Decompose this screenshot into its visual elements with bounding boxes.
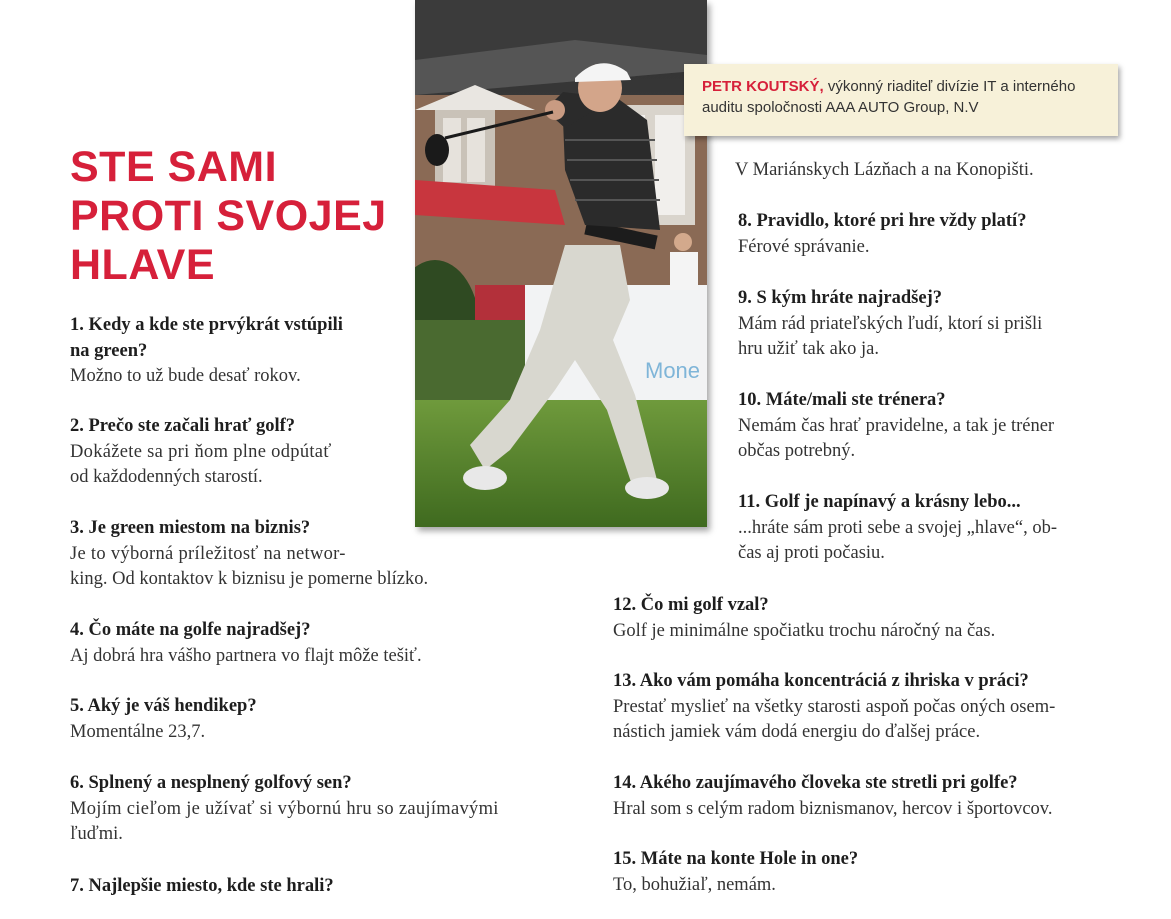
qa-item-14 bbox=[613, 771, 1103, 822]
answer: Dokážete sa pri ňom plne odpútať bbox=[70, 441, 332, 462]
question: na green? bbox=[70, 340, 148, 361]
answer: Je to výborná príležitosť na networ- bbox=[70, 543, 346, 564]
answer: Možno to už bude desať rokov. bbox=[70, 366, 301, 387]
question: 9. S kým hráte najradšej? bbox=[738, 288, 943, 308]
answer: Nemám čas hrať pravidelne, a tak je tréner bbox=[738, 415, 1055, 436]
answer: Férové správanie. bbox=[738, 236, 870, 257]
caption-text: výkonný riaditeľ divízie IT a interného auditu spoločnosti AAA AUTO Group, N.V bbox=[702, 78, 1076, 116]
question: 10. Máte/mali ste trénera? bbox=[738, 390, 946, 410]
question: 3. Je green miestom na biznis? bbox=[70, 518, 311, 538]
answer: Prestať myslieť na všetky starosti aspoň počas oných osem- bbox=[613, 696, 1056, 717]
answer: ľuďmi. bbox=[70, 824, 123, 845]
qa-item-4 bbox=[70, 618, 555, 669]
title-line-3: HLAVE bbox=[70, 241, 216, 290]
title-line-1: STE SAMI bbox=[70, 143, 278, 191]
qa-item-9 bbox=[738, 286, 1100, 363]
question: 12. Čo mi golf vzal? bbox=[613, 595, 769, 615]
question: 7. Najlepšie miesto, kde ste hrali? bbox=[70, 876, 334, 896]
answer: Hral som s celým radom biznismanov, hercov i športovcov. bbox=[613, 798, 1053, 819]
answer: To, bohužiaľ, nemám. bbox=[613, 874, 776, 895]
qa-item-11 bbox=[738, 490, 1100, 567]
question: 15. Máte na konte Hole in one? bbox=[613, 849, 859, 869]
photo-caption bbox=[684, 64, 1118, 136]
answer: V Mariánskych Lázňach a na Konopišti. bbox=[735, 160, 1034, 180]
question: 1. Kedy a kde ste prvýkrát vstúpili bbox=[70, 315, 343, 335]
qa-item-3 bbox=[70, 516, 555, 593]
answer: občas potrebný. bbox=[738, 441, 856, 462]
qa-item-13 bbox=[613, 669, 1103, 746]
answer: čas aj proti počasiu. bbox=[738, 543, 885, 564]
qa-item-5 bbox=[70, 694, 555, 745]
answer: king. Od kontaktov k biznisu je pomerne blízko. bbox=[70, 569, 429, 590]
question: 5. Aký je váš hendikep? bbox=[70, 696, 257, 716]
question: 2. Prečo ste začali hrať golf? bbox=[70, 416, 296, 436]
answer: Momentálne 23,7. bbox=[70, 721, 206, 742]
qa-item-6 bbox=[70, 771, 555, 848]
qa-item-8 bbox=[738, 209, 1100, 260]
question: 13. Ako vám pomáha koncentráciá z ihriska v práci? bbox=[613, 671, 1029, 691]
answer: hru užiť tak ako ja. bbox=[738, 339, 879, 360]
qa-item-7-question bbox=[70, 874, 555, 900]
question: 4. Čo máte na golfe najradšej? bbox=[70, 620, 311, 640]
question: 6. Splnený a nesplnený golfový sen? bbox=[70, 773, 352, 793]
answer: Mojím cieľom je užívať si výbornú hru so zaujímavými bbox=[70, 798, 499, 819]
title-line-2: PROTI SVOJEJ bbox=[70, 192, 387, 241]
answer: Mám rád priateľských ľudí, ktorí si prišli bbox=[738, 313, 1043, 334]
answer: Golf je minimálne spočiatku trochu náročný na čas. bbox=[613, 620, 996, 641]
caption-name: PETR KOUTSKÝ, bbox=[702, 78, 824, 95]
answer: ...hráte sám proti sebe a svojej „hlave“, ob- bbox=[738, 517, 1058, 538]
qa-item-1 bbox=[70, 313, 555, 390]
article-title bbox=[70, 143, 410, 290]
qa-item-2 bbox=[70, 414, 555, 491]
qa-item-12 bbox=[613, 593, 1103, 644]
qa-item-15 bbox=[613, 847, 1103, 898]
question: 8. Pravidlo, ktoré pri hre vždy platí? bbox=[738, 211, 1027, 231]
banner-text: Mone bbox=[645, 358, 701, 383]
qa-item-10 bbox=[738, 388, 1100, 465]
answer: od každodenných starostí. bbox=[70, 467, 263, 488]
answer: Aj dobrá hra vášho partnera vo flajt môže tešiť. bbox=[70, 645, 422, 666]
answer: nástich jamiek vám dodá energiu do ďalšej práce. bbox=[613, 722, 981, 743]
question: 11. Golf je napínavý a krásny lebo... bbox=[738, 492, 1021, 512]
qa-item-7-answer bbox=[735, 158, 1097, 184]
question: 14. Akého zaujímavého človeka ste stretli pri golfe? bbox=[613, 773, 1018, 793]
